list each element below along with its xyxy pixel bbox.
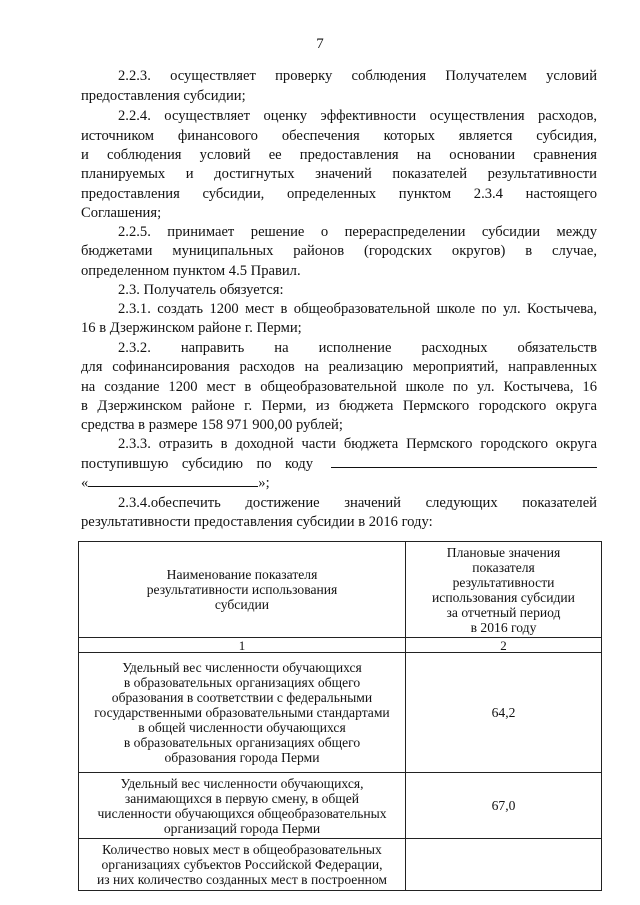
header-line: показателя [472,559,535,575]
text-line: 2.3. Получатель обязуется: [118,282,284,298]
indicator-name-cell [79,773,406,839]
column-number-row [79,638,602,653]
cell-line: организациях субъектов Российской Федерации, [101,857,383,872]
budget-code-label: поступившую субсидию по коду [81,456,313,472]
text-line: и соблюдения условий ее предоставления на основании сравнения [81,147,597,163]
indicator-value-cell: 64,2 [406,653,602,773]
header-cell-planned [406,542,602,638]
code-blank-line [88,473,258,487]
text-line: планируемых и достигнутых значений показателей результативности [81,166,597,182]
column-number: 1 [79,638,406,653]
text-line: определенном пунктом 4.5 Правил. [81,263,301,279]
text-line: 2.3.2. направить на исполнение расходных обязательств [118,340,597,356]
cell-line: из них количество созданных мест в построенном [96,872,388,887]
header-line: использования субсидии [432,589,575,605]
text-line: средства в размере 158 971 900,00 рублей; [81,417,343,433]
cell-line: в общей численности обучающихся [138,720,346,735]
page-number: 7 [316,36,324,52]
header-line: в 2016 году [470,619,537,635]
cell-line: в образовательных организациях общего [123,735,361,750]
indicator-value-cell: 67,0 [406,773,602,839]
text-line: предоставления субсидии; [81,88,246,104]
indicator-value-cell [406,839,602,891]
table-row [79,839,602,891]
indicators-table [78,541,602,891]
table-header-row [79,542,602,638]
cell-line: образования города Перми [164,750,320,765]
text-line: 2.3.3. отразить в доходной части бюджета Пермского городского округа [118,436,597,452]
text-line: на создание 1200 мест в общеобразовательной школе по ул. Костычева, 16 [81,379,597,395]
text-line [81,473,597,493]
text-line: 2.3.4.обеспечить достижение значений следующих показателей [118,495,597,511]
text-line: в Дзержинском районе г. Перми, из бюджета Пермского городского округа [81,398,597,414]
cell-line: в образовательных организациях общего [123,675,361,690]
header-indicator-text: Наименование показателя результативности использования субсидии [146,567,338,612]
text-line: Соглашения; [81,205,162,221]
indicator-name-cell [79,839,406,891]
text-line: источником финансового обеспечения которых является субсидия, [81,128,597,144]
text-line: бюджетами муниципальных районов (городских округов) в случае, [81,243,597,259]
table-row [79,653,602,773]
text-line: 2.3.1. создать 1200 мест в общеобразовательной школе по ул. Костычева, [118,301,597,317]
text-line [81,454,597,474]
indicator-name-cell [79,653,406,773]
header-line: результативности [452,574,555,590]
text-line: 2.2.5. принимает решение о перераспределении субсидии между [118,224,597,240]
cell-line: Удельный вес численности обучающихся, [120,775,364,791]
cell-line: Количество новых мест в общеобразовательных [102,842,382,857]
cell-line: занимающихся в первую смену, в общей [124,790,360,806]
column-number: 2 [406,638,602,653]
cell-line: организаций города Перми [163,820,321,836]
open-quote: « [81,475,89,491]
budget-code-blank [331,454,597,468]
cell-line: государственными образовательными стандартами [94,705,390,720]
close-quote: »; [258,475,270,491]
cell-line: Удельный вес численности обучающихся [122,660,362,675]
text-line: для софинансирования расходов на реализацию мероприятий, направленных [81,359,597,375]
cell-line: образования в соответствии с федеральными [111,690,373,705]
text-line: 2.2.4. осуществляет оценку эффективности осуществления расходов, [118,108,597,124]
table-row [79,773,602,839]
text-line: 2.2.3. осуществляет проверку соблюдения Получателем условий [118,68,597,84]
header-line: за отчетный период [446,604,561,620]
header-line: Плановые значения [446,544,561,560]
text-line: результативности предоставления субсидии в 2016 году: [81,514,433,530]
text-line: предоставления субсидии, определенных пунктом 2.3.4 настоящего [81,186,597,202]
text-line: 16 в Дзержинском районе г. Перми; [81,320,302,336]
header-cell-indicator [79,542,406,638]
cell-line: численности обучающихся общеобразовательных [97,805,387,821]
